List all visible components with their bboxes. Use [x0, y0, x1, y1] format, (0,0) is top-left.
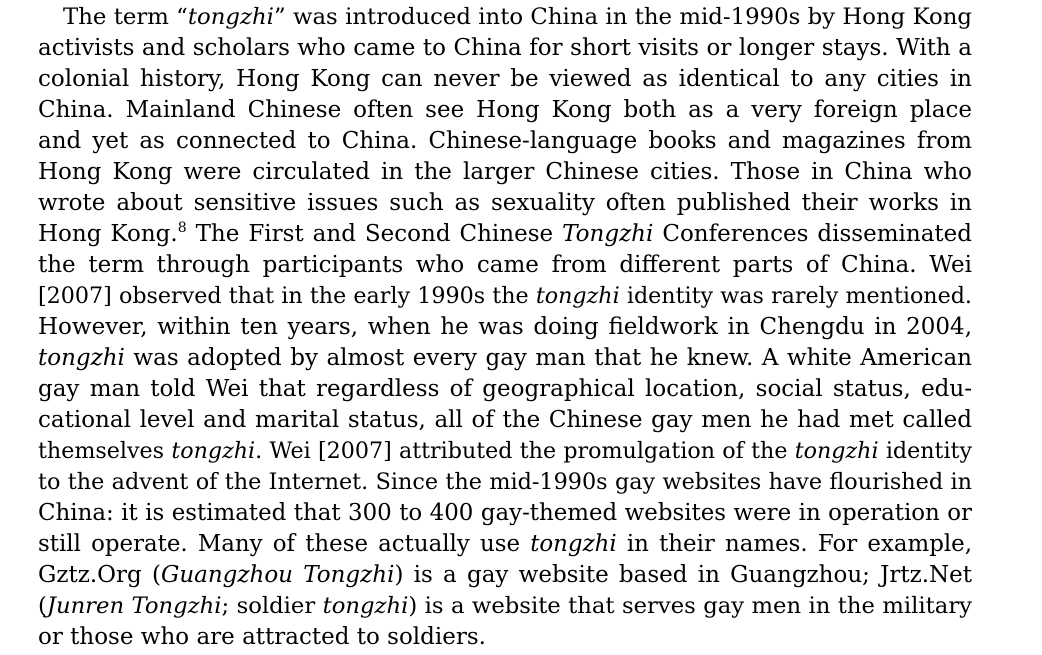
italic-term: tongzhi	[187, 4, 274, 30]
text-line	[38, 157, 972, 188]
text-segment: colonial history, Hong Kong can never be viewed as identical to any cities in	[38, 66, 972, 92]
text-segment: (	[38, 593, 47, 619]
text-segment: ) is a website that serves gay men in the military	[408, 593, 972, 619]
text-line	[38, 467, 972, 498]
text-segment: and yet as connected to China. Chinese-language books and magazines from	[38, 128, 972, 154]
italic-term: Tongzhi	[562, 221, 654, 247]
italic-term: tongzhi	[171, 438, 256, 464]
italic-term: tongzhi	[530, 531, 617, 557]
text-segment: identity was rarely mentioned.	[619, 283, 972, 309]
text-segment: ; soldier	[221, 593, 323, 619]
text-line	[38, 312, 972, 343]
text-segment: to the advent of the Internet. Since the mid-1990s gay websites have flourished in	[38, 469, 972, 495]
text-segment: The First and Second Chinese	[186, 221, 563, 247]
text-line	[38, 560, 972, 591]
italic-term: Junren Tongzhi	[46, 593, 222, 619]
body-paragraph	[38, 2, 972, 653]
text-segment: Gztz.Org (	[38, 562, 161, 588]
text-line	[38, 2, 972, 33]
text-segment: ” was introduced into China in the mid-1990s by Hong Kong	[273, 4, 972, 30]
text-segment: The term “	[63, 4, 188, 30]
text-segment: . Wei [2007] attributed the promulgation of the	[255, 438, 795, 464]
text-segment: However, within ten years, when he was doing fieldwork in Chengdu in 2004,	[38, 314, 972, 340]
text-line	[38, 498, 972, 529]
text-segment: wrote about sensitive issues such as sexuality often published their works in	[38, 190, 972, 216]
text-segment: Conferences disseminated	[653, 221, 972, 247]
italic-term: tongzhi	[794, 438, 879, 464]
text-segment: cational level and marital status, all of the Chinese gay men he had met called	[38, 407, 972, 433]
text-segment: was adopted by almost every gay man that he knew. A white American	[124, 345, 972, 371]
text-segment: the term through participants who came from different parts of China. Wei	[38, 252, 972, 278]
text-segment: or those who are attracted to soldiers.	[38, 624, 486, 650]
text-segment: in their names. For example,	[616, 531, 972, 557]
text-segment: themselves	[38, 438, 172, 464]
italic-term: tongzhi	[38, 345, 125, 371]
text-segment: identity	[878, 438, 972, 464]
text-line	[38, 622, 972, 653]
text-segment: gay man told Wei that regardless of geographical location, social status, edu-	[38, 376, 972, 402]
text-line	[38, 188, 972, 219]
text-line	[38, 591, 972, 622]
text-segment: Hong Kong.	[38, 221, 178, 247]
footnote-marker: 8	[177, 220, 187, 236]
text-line	[38, 343, 972, 374]
italic-term: Guangzhou Tongzhi	[160, 562, 395, 588]
text-line	[38, 529, 972, 560]
text-segment: [2007] observed that in the early 1990s the	[38, 283, 536, 309]
italic-term: tongzhi	[535, 283, 620, 309]
text-line	[38, 126, 972, 157]
text-segment: China. Mainland Chinese often see Hong Kong both as a very foreign place	[38, 97, 972, 123]
text-segment: Hong Kong were circulated in the larger Chinese cities. Those in China who	[38, 159, 972, 185]
text-segment: ) is a gay website based in Guangzhou; Jrtz.Net	[394, 562, 972, 588]
text-line	[38, 250, 972, 281]
text-line	[38, 436, 972, 467]
text-line	[38, 281, 972, 312]
text-line	[38, 405, 972, 436]
italic-term: tongzhi	[322, 593, 409, 619]
text-segment: China: it is estimated that 300 to 400 gay-themed websites were in operation or	[38, 500, 972, 526]
text-line	[38, 95, 972, 126]
text-line	[38, 33, 972, 64]
text-segment: still operate. Many of these actually use	[38, 531, 531, 557]
text-line	[38, 219, 972, 250]
text-line	[38, 374, 972, 405]
text-line	[38, 64, 972, 95]
text-segment: activists and scholars who came to China for short visits or longer stays. With a	[38, 35, 972, 61]
